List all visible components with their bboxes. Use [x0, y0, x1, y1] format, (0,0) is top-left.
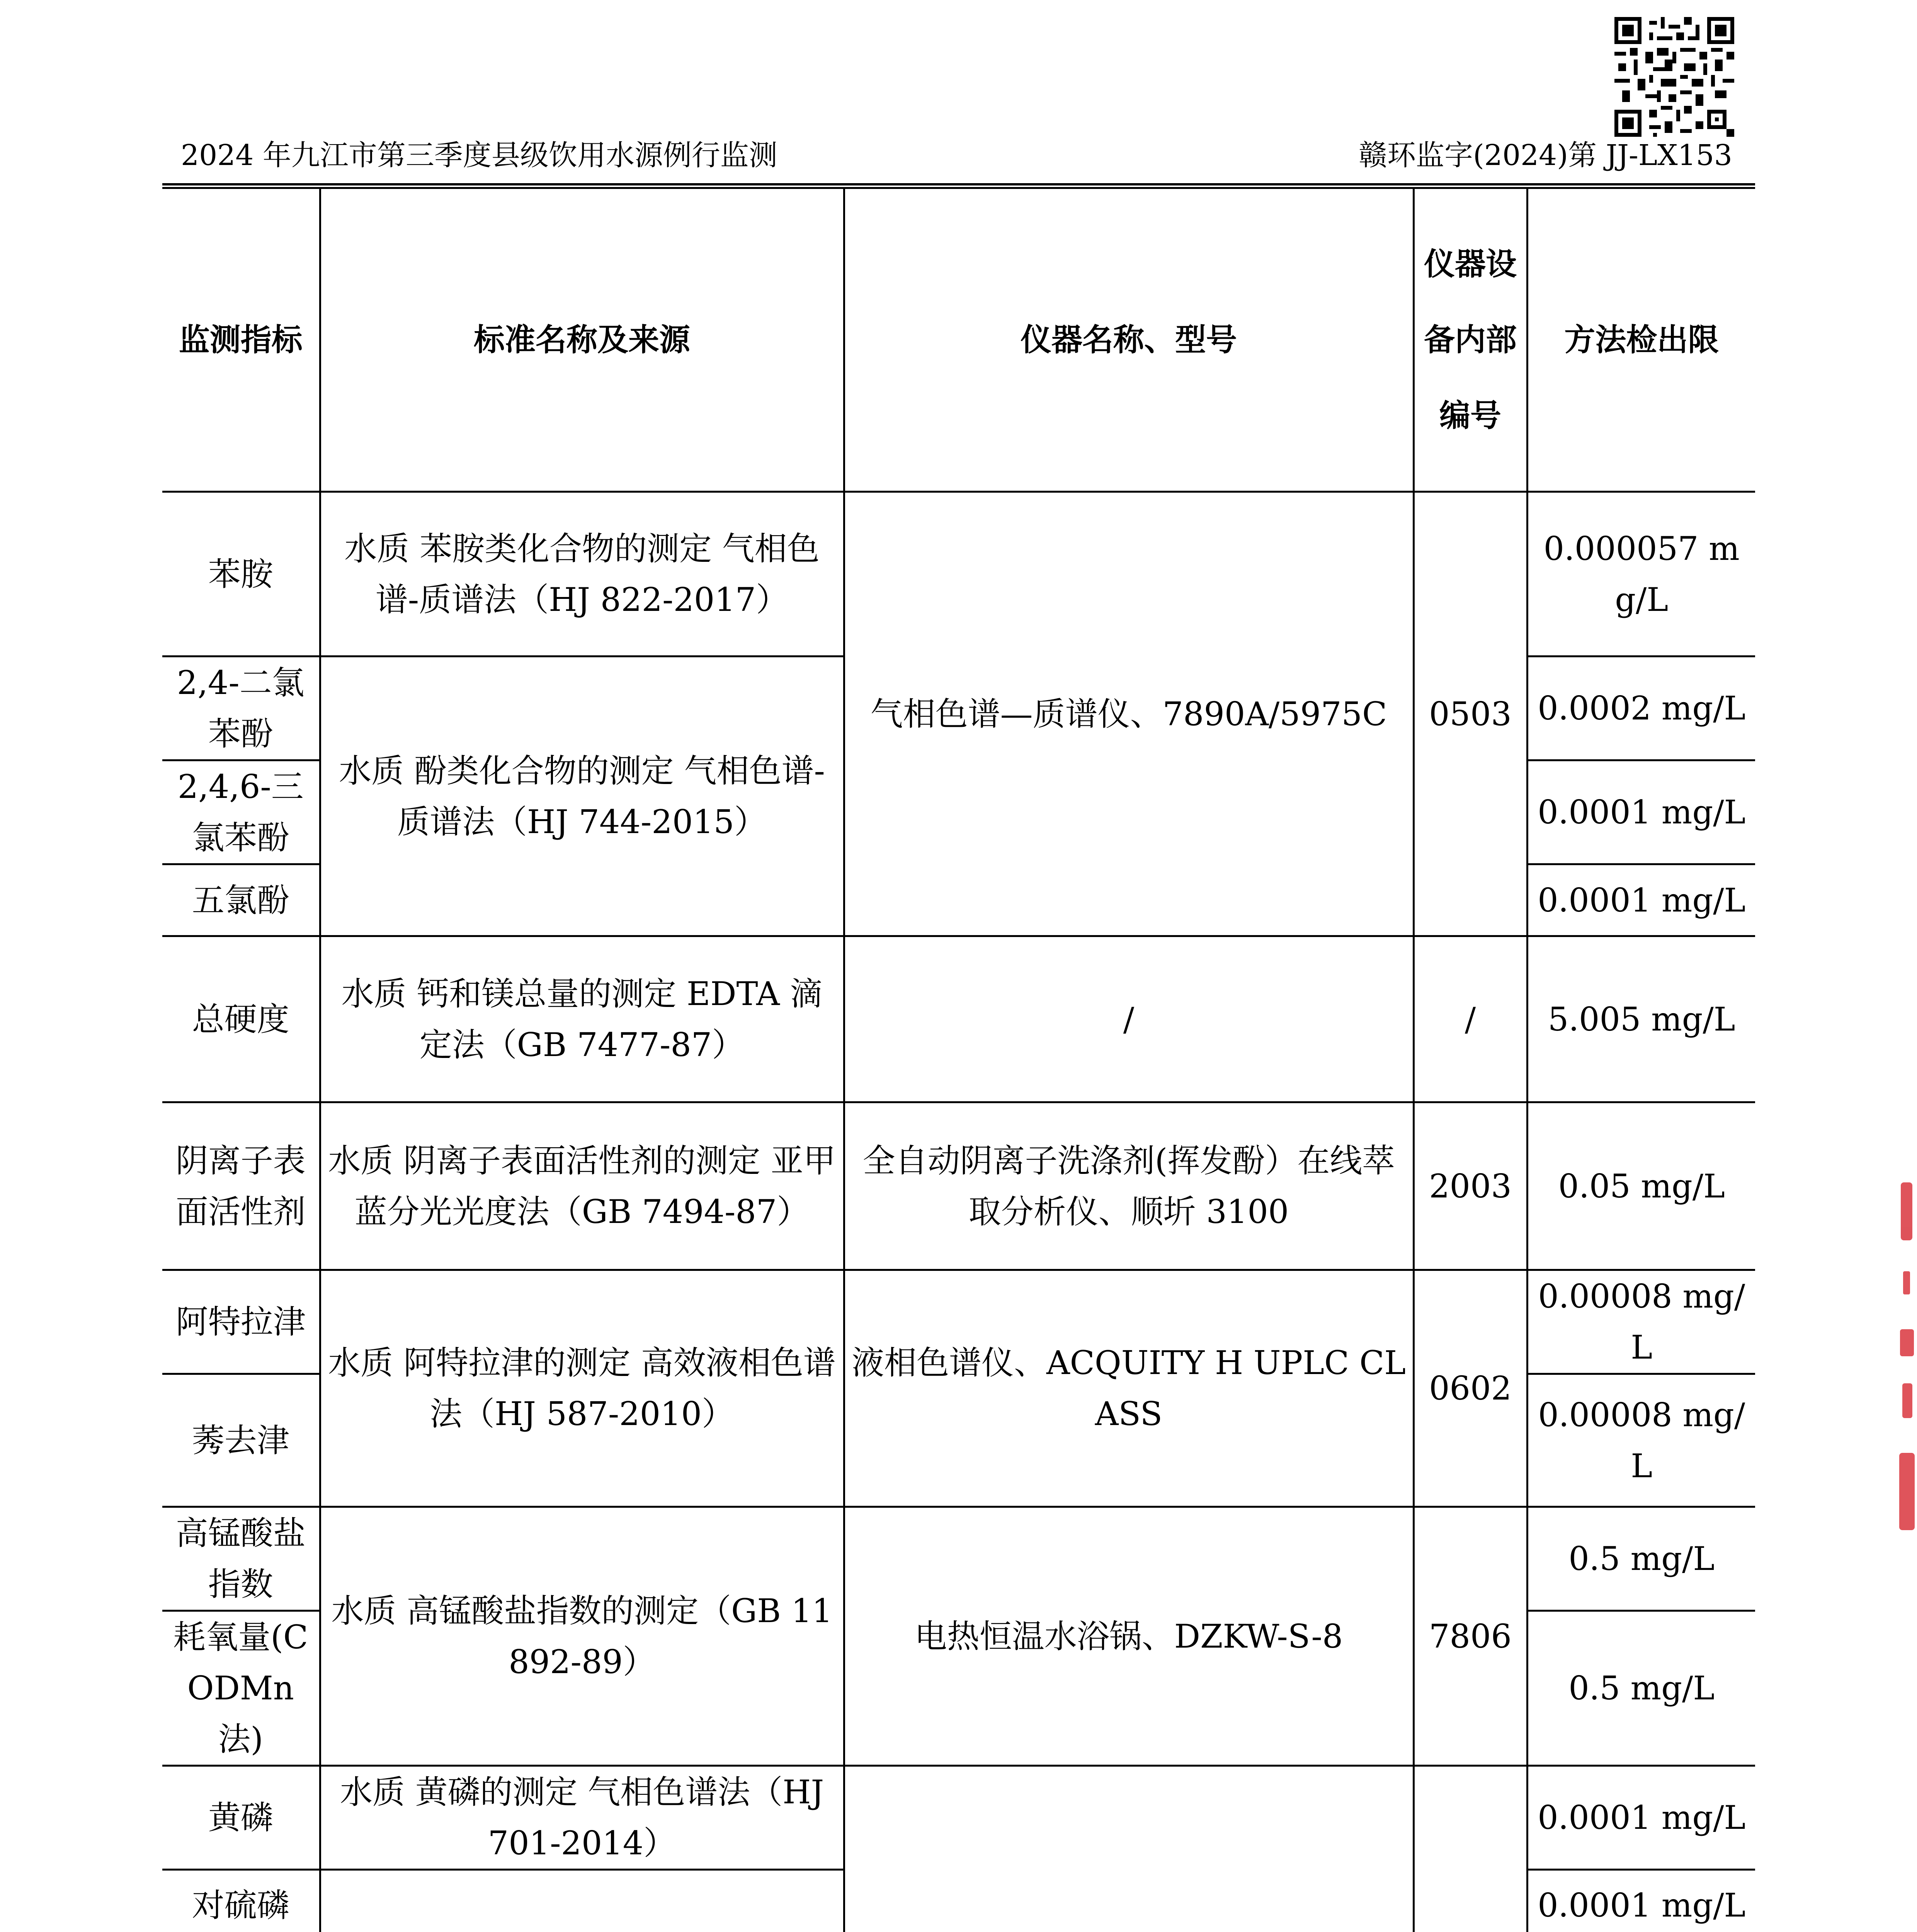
indicator-cell: 总硬度 [162, 936, 320, 1102]
detection-limit-cell: 0.00008 mg/L [1527, 1374, 1755, 1507]
indicator-cell: 2,4,6-三氯苯酚 [162, 760, 320, 864]
column-header: 方法检出限 [1527, 188, 1755, 492]
indicator-cell: 高锰酸盐指数 [162, 1507, 320, 1611]
detection-limit-cell: 0.5 mg/L [1527, 1507, 1755, 1611]
standard-cell: 水质 苯胺类化合物的测定 气相色谱-质谱法（HJ 822-2017） [320, 492, 844, 656]
instrument-cell: 电热恒温水浴锅、DZKW-S-8 [844, 1507, 1414, 1766]
instrument-code-cell: 0503 [1414, 492, 1527, 936]
table-row [162, 936, 1755, 1102]
detection-limit-cell: 5.005 mg/L [1527, 936, 1755, 1102]
table-row [162, 1507, 1755, 1611]
standard-cell: 水质 高锰酸盐指数的测定（GB 11892-89） [320, 1507, 844, 1766]
table-header-row [162, 188, 1755, 492]
standard-cell [320, 1870, 844, 1932]
table-row [162, 1766, 1755, 1870]
header-left-title: 2024 年九江市第三季度县级饮用水源例行监测 [181, 139, 777, 172]
header-report-number: 赣环监字(2024)第 JJ-LX153 [1359, 139, 1732, 172]
table-row [162, 1102, 1755, 1270]
standard-cell: 水质 阴离子表面活性剂的测定 亚甲蓝分光光度法（GB 7494-87） [320, 1102, 844, 1270]
table-row [162, 1270, 1755, 1374]
detection-limit-cell: 0.00008 mg/L [1527, 1270, 1755, 1374]
column-header: 监测指标 [162, 188, 320, 492]
indicator-cell: 对硫磷 [162, 1870, 320, 1932]
detection-limit-cell: 0.05 mg/L [1527, 1102, 1755, 1270]
detection-limit-cell: 0.5 mg/L [1527, 1611, 1755, 1766]
indicator-cell: 阿特拉津 [162, 1270, 320, 1374]
instrument-cell: 气相色谱—质谱仪、7890A/5975C [844, 492, 1414, 936]
indicator-cell: 耗氧量(CODMn法) [162, 1611, 320, 1766]
indicator-cell: 莠去津 [162, 1374, 320, 1507]
instrument-cell [844, 1766, 1414, 1932]
indicator-cell: 阴离子表面活性剂 [162, 1102, 320, 1270]
column-header: 标准名称及来源 [320, 188, 844, 492]
table-row [162, 492, 1755, 656]
instrument-cell: 液相色谱仪、ACQUITY H UPLC CLASS [844, 1270, 1414, 1507]
instrument-code-cell: 2003 [1414, 1102, 1527, 1270]
instrument-code-cell: 7806 [1414, 1507, 1527, 1766]
detection-limit-cell: 0.0001 mg/L [1527, 1766, 1755, 1870]
standard-cell: 水质 阿特拉津的测定 高效液相色谱法（HJ 587-2010） [320, 1270, 844, 1507]
standard-cell: 水质 酚类化合物的测定 气相色谱-质谱法（HJ 744-2015） [320, 656, 844, 936]
detection-limit-cell: 0.000057 mg/L [1527, 492, 1755, 656]
indicator-cell: 五氯酚 [162, 864, 320, 936]
detection-limit-cell: 0.0002 mg/L [1527, 656, 1755, 760]
detection-limit-cell: 0.0001 mg/L [1527, 1870, 1755, 1932]
column-header: 仪器名称、型号 [844, 188, 1414, 492]
indicator-cell: 黄磷 [162, 1766, 320, 1870]
detection-limit-cell: 0.0001 mg/L [1527, 864, 1755, 936]
method-table [162, 187, 1755, 1932]
instrument-code-cell: 0602 [1414, 1270, 1527, 1507]
instrument-cell: / [844, 936, 1414, 1102]
indicator-cell: 2,4-二氯苯酚 [162, 656, 320, 760]
detection-limit-cell: 0.0001 mg/L [1527, 760, 1755, 864]
red-seal-stamp [1895, 1182, 1917, 1530]
instrument-cell: 全自动阴离子洗涤剂(挥发酚）在线萃取分析仪、顺圻 3100 [844, 1102, 1414, 1270]
instrument-code-cell: / [1414, 936, 1527, 1102]
column-header: 仪器设备内部编号 [1414, 188, 1527, 492]
header-divider [162, 183, 1755, 185]
standard-cell: 水质 钙和镁总量的测定 EDTA 滴定法（GB 7477-87） [320, 936, 844, 1102]
indicator-cell: 苯胺 [162, 492, 320, 656]
instrument-code-cell [1414, 1766, 1527, 1932]
standard-cell: 水质 黄磷的测定 气相色谱法（HJ 701-2014） [320, 1766, 844, 1870]
qr-code-icon [1614, 17, 1734, 137]
